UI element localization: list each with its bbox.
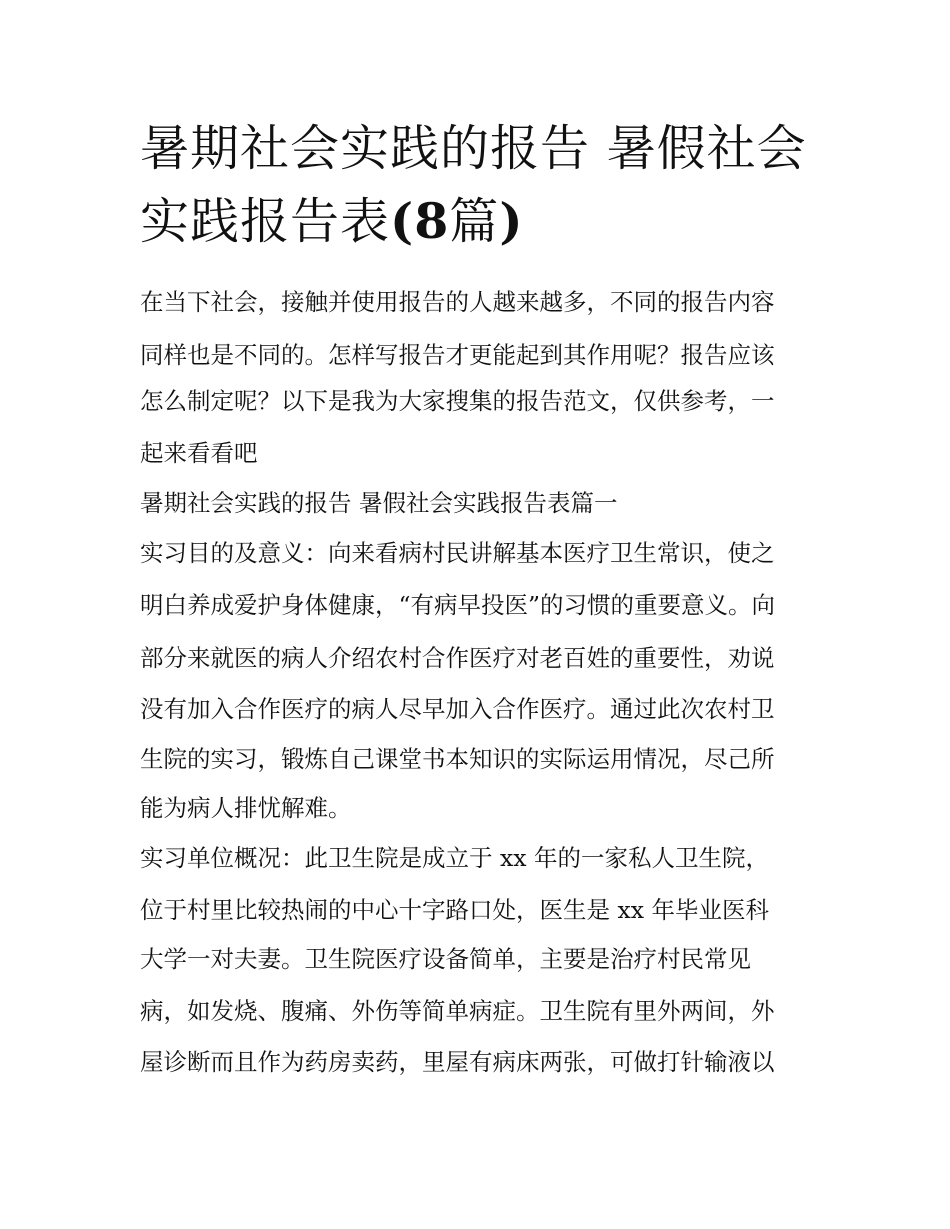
body-line: 大学一对夫妻。卫生院医疗设备简单，主要是治疗村民常见 [140,945,751,973]
section-heading: 暑期社会实践的报告 暑假社会实践报告表篇一 [140,489,618,517]
body-line: 部分来就医的病人介绍农村合作医疗对老百姓的重要性，劝说 [140,644,775,672]
body-line: 明白养成爱护身体健康，“有病早投医”的习惯的重要意义。向 [140,591,776,619]
title-line-2-prefix: 实践报告表 [140,193,391,250]
document-title [140,112,820,258]
title-line-1: 暑期社会实践的报告 暑假社会 [140,120,807,177]
body-line: 实习目的及意义：向来看病村民讲解基本医疗卫生常识，使之 [140,539,775,567]
body-line: 起来看看吧 [140,439,258,467]
title-count: (8 [390,192,450,250]
title-close-paren: ) [499,192,524,250]
body-line: 实习单位概况：此卫生院是成立于 xx 年的一家私人卫生院， [140,844,769,872]
body-line: 没有加入合作医疗的病人尽早加入合作医疗。通过此次农村卫 [140,695,775,723]
body-line: 同样也是不同的。怎样写报告才更能起到其作用呢？报告应该 [140,341,775,369]
body-line: 怎么制定呢？以下是我为大家搜集的报告范文，仅供参考，一 [140,387,775,415]
title-unit: 篇 [449,193,500,250]
body-line: 能为病人排忧解难。 [140,794,352,822]
body-line: 位于村里比较热闹的中心十字路口处，医生是 xx 年毕业医科 [140,896,769,924]
body-line: 生院的实习，锻炼自己课堂书本知识的实际运用情况，尽己所 [140,745,775,773]
body-line: 在当下社会，接触并使用报告的人越来越多，不同的报告内容 [140,288,775,316]
body-line: 屋诊断而且作为药房卖药，里屋有病床两张，可做打针输液以 [140,1048,775,1076]
body-line: 病，如发烧、腹痛、外伤等简单病症。卫生院有里外两间，外 [140,997,775,1025]
